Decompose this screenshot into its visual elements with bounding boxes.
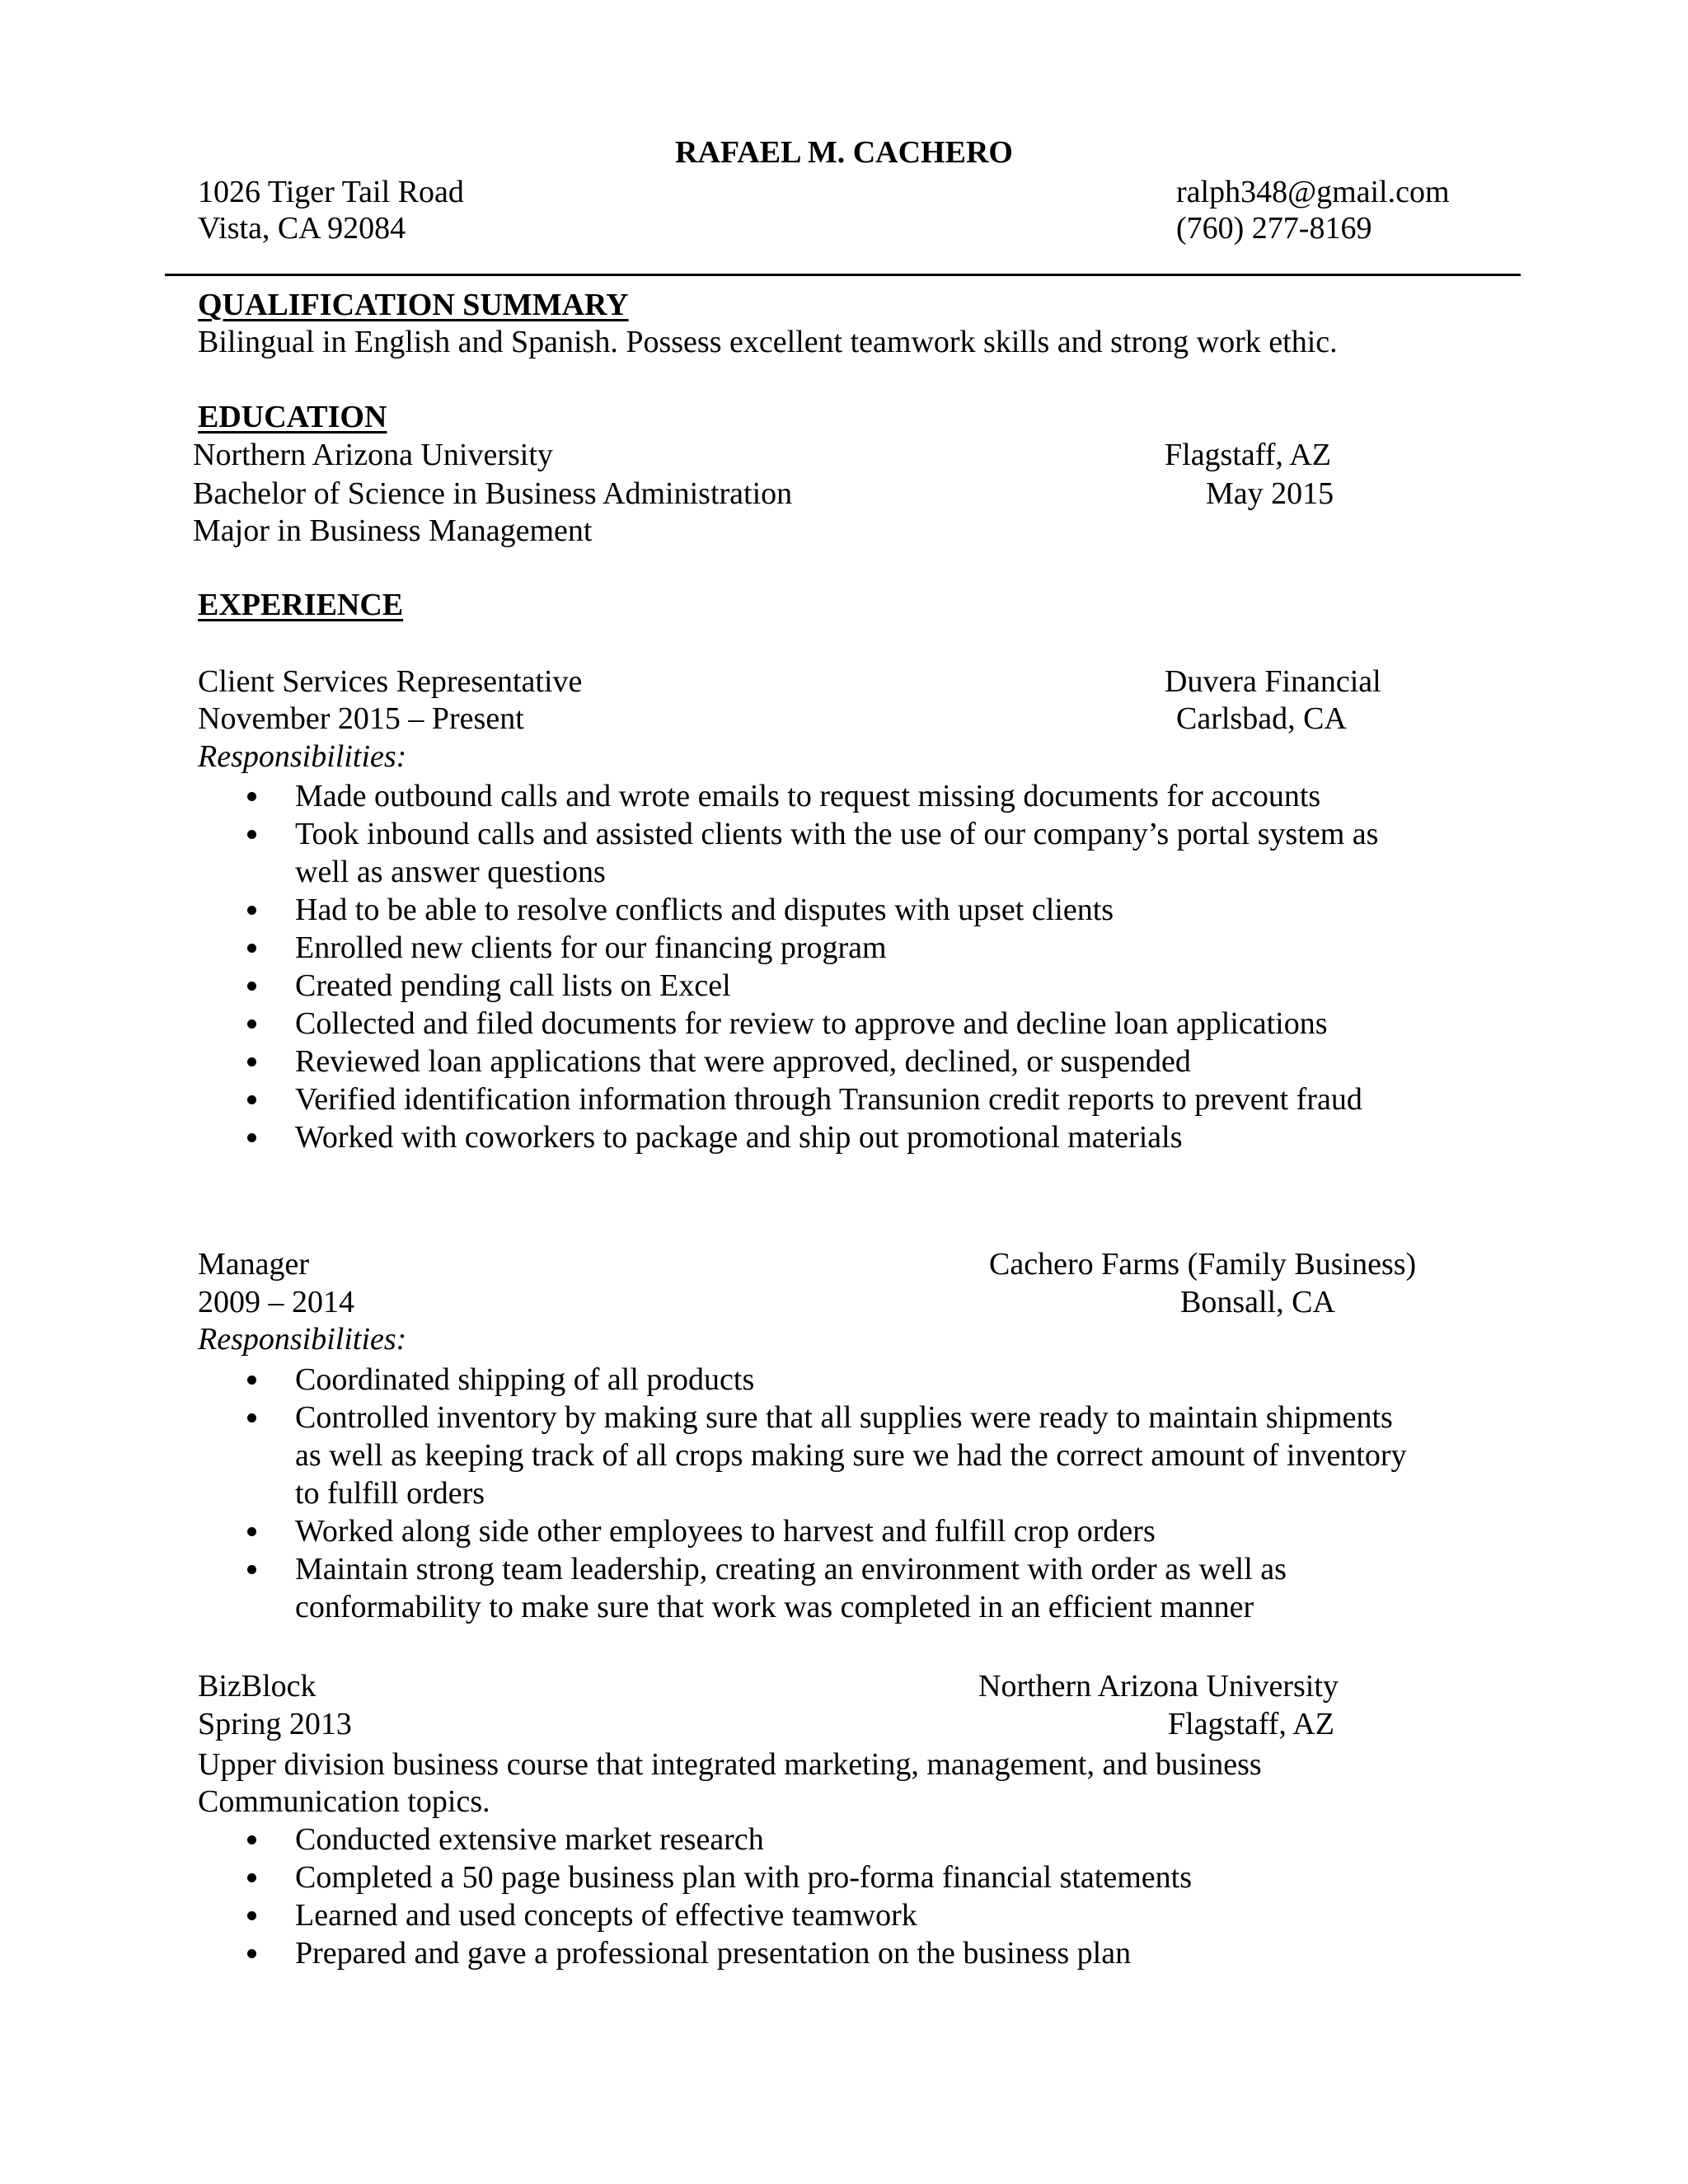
job-location: Carlsbad, CA (1176, 701, 1347, 736)
job-dates: 2009 – 2014 (198, 1285, 354, 1319)
list-item (198, 1399, 1484, 1512)
list-item (198, 777, 1484, 815)
list-item (198, 1550, 1484, 1626)
course-achievements-list (198, 1821, 1484, 1972)
education-degree: Bachelor of Science in Business Administration (193, 476, 793, 511)
list-item (198, 967, 1484, 1005)
course-description: Upper division business course that integrated marketing, management, and business Communication topics. (198, 1747, 1262, 1819)
job-dates: November 2015 – Present (198, 701, 524, 736)
list-item (198, 1512, 1484, 1550)
address-line-2: Vista, CA 92084 (198, 211, 406, 246)
education-school: Northern Arizona University (193, 438, 553, 472)
list-item-text: Controlled inventory by making sure that all supplies were ready to maintain shipments as well as keeping track of all crops making sure we had the correct amount of inventory to fulfill orders (295, 1400, 1407, 1511)
list-item-text: Created pending call lists on Excel (295, 968, 731, 1003)
list-item-text: Completed a 50 page business plan with pro-forma financial statements (295, 1860, 1192, 1895)
list-item-text: Worked along side other employees to harvest and fulfill crop orders (295, 1514, 1156, 1549)
phone-number: (760) 277-8169 (1176, 211, 1372, 246)
list-item (198, 1118, 1484, 1156)
education-major: Major in Business Management (193, 513, 593, 548)
list-item (198, 1896, 1484, 1934)
list-item-text: Learned and used concepts of effective teamwork (295, 1898, 917, 1933)
list-item (198, 929, 1484, 967)
job-title: Manager (198, 1247, 310, 1282)
list-item (198, 1858, 1484, 1896)
list-item (198, 815, 1484, 891)
list-item-text: Verified identification information through Transunion credit reports to prevent fraud (295, 1082, 1362, 1117)
list-item-text: Prepared and gave a professional presentation on the business plan (295, 1936, 1132, 1971)
job-location: Bonsall, CA (1180, 1285, 1335, 1319)
list-item-text: Enrolled new clients for our financing program (295, 930, 887, 965)
job-responsibilities-list (198, 1361, 1484, 1626)
list-item-text: Conducted extensive market research (295, 1822, 764, 1857)
job-company: Cachero Farms (Family Business) (989, 1247, 1417, 1282)
header-divider (165, 274, 1521, 276)
list-item-text: Coordinated shipping of all products (295, 1362, 755, 1397)
job-responsibilities-list (198, 777, 1484, 1156)
job-location: Flagstaff, AZ (1168, 1707, 1334, 1741)
experience-heading: EXPERIENCE (198, 588, 404, 622)
list-item (198, 1080, 1484, 1118)
responsibilities-label: Responsibilities: (198, 1322, 407, 1357)
list-item (198, 1043, 1484, 1080)
job-dates: Spring 2013 (198, 1707, 352, 1741)
list-item (198, 1005, 1484, 1043)
job-company: Northern Arizona University (978, 1669, 1339, 1704)
job-title: Client Services Representative (198, 664, 583, 699)
job-company: Duvera Financial (1165, 664, 1381, 699)
list-item (198, 1361, 1484, 1399)
email-address: ralph348@gmail.com (1176, 175, 1450, 209)
education-heading: EDUCATION (198, 400, 387, 434)
list-item (198, 1821, 1484, 1858)
list-item-text: Had to be able to resolve conflicts and disputes with upset clients (295, 893, 1114, 927)
qualification-heading: QUALIFICATION SUMMARY (198, 288, 629, 322)
list-item-text: Maintain strong team leadership, creating an environment with order as well as conformability to make sure that work was completed in an efficient manner (295, 1552, 1287, 1624)
list-item (198, 891, 1484, 929)
qualification-text: Bilingual in English and Spanish. Possess excellent teamwork skills and strong work ethic. (198, 325, 1338, 359)
list-item (198, 1934, 1484, 1972)
address-line-1: 1026 Tiger Tail Road (198, 175, 464, 209)
education-date: May 2015 (1206, 476, 1334, 511)
responsibilities-label: Responsibilities: (198, 739, 407, 774)
job-title: BizBlock (198, 1669, 316, 1704)
list-item-text: Made outbound calls and wrote emails to request missing documents for accounts (295, 779, 1321, 813)
list-item-text: Collected and filed documents for review to approve and decline loan applications (295, 1006, 1328, 1041)
list-item-text: Reviewed loan applications that were approved, declined, or suspended (295, 1044, 1191, 1079)
list-item-text: Worked with coworkers to package and ship out promotional materials (295, 1120, 1183, 1155)
education-location: Flagstaff, AZ (1165, 438, 1331, 472)
applicant-name: RAFAEL M. CACHERO (675, 135, 1013, 170)
list-item-text: Took inbound calls and assisted clients with the use of our company’s portal system as well as answer questions (295, 817, 1379, 889)
